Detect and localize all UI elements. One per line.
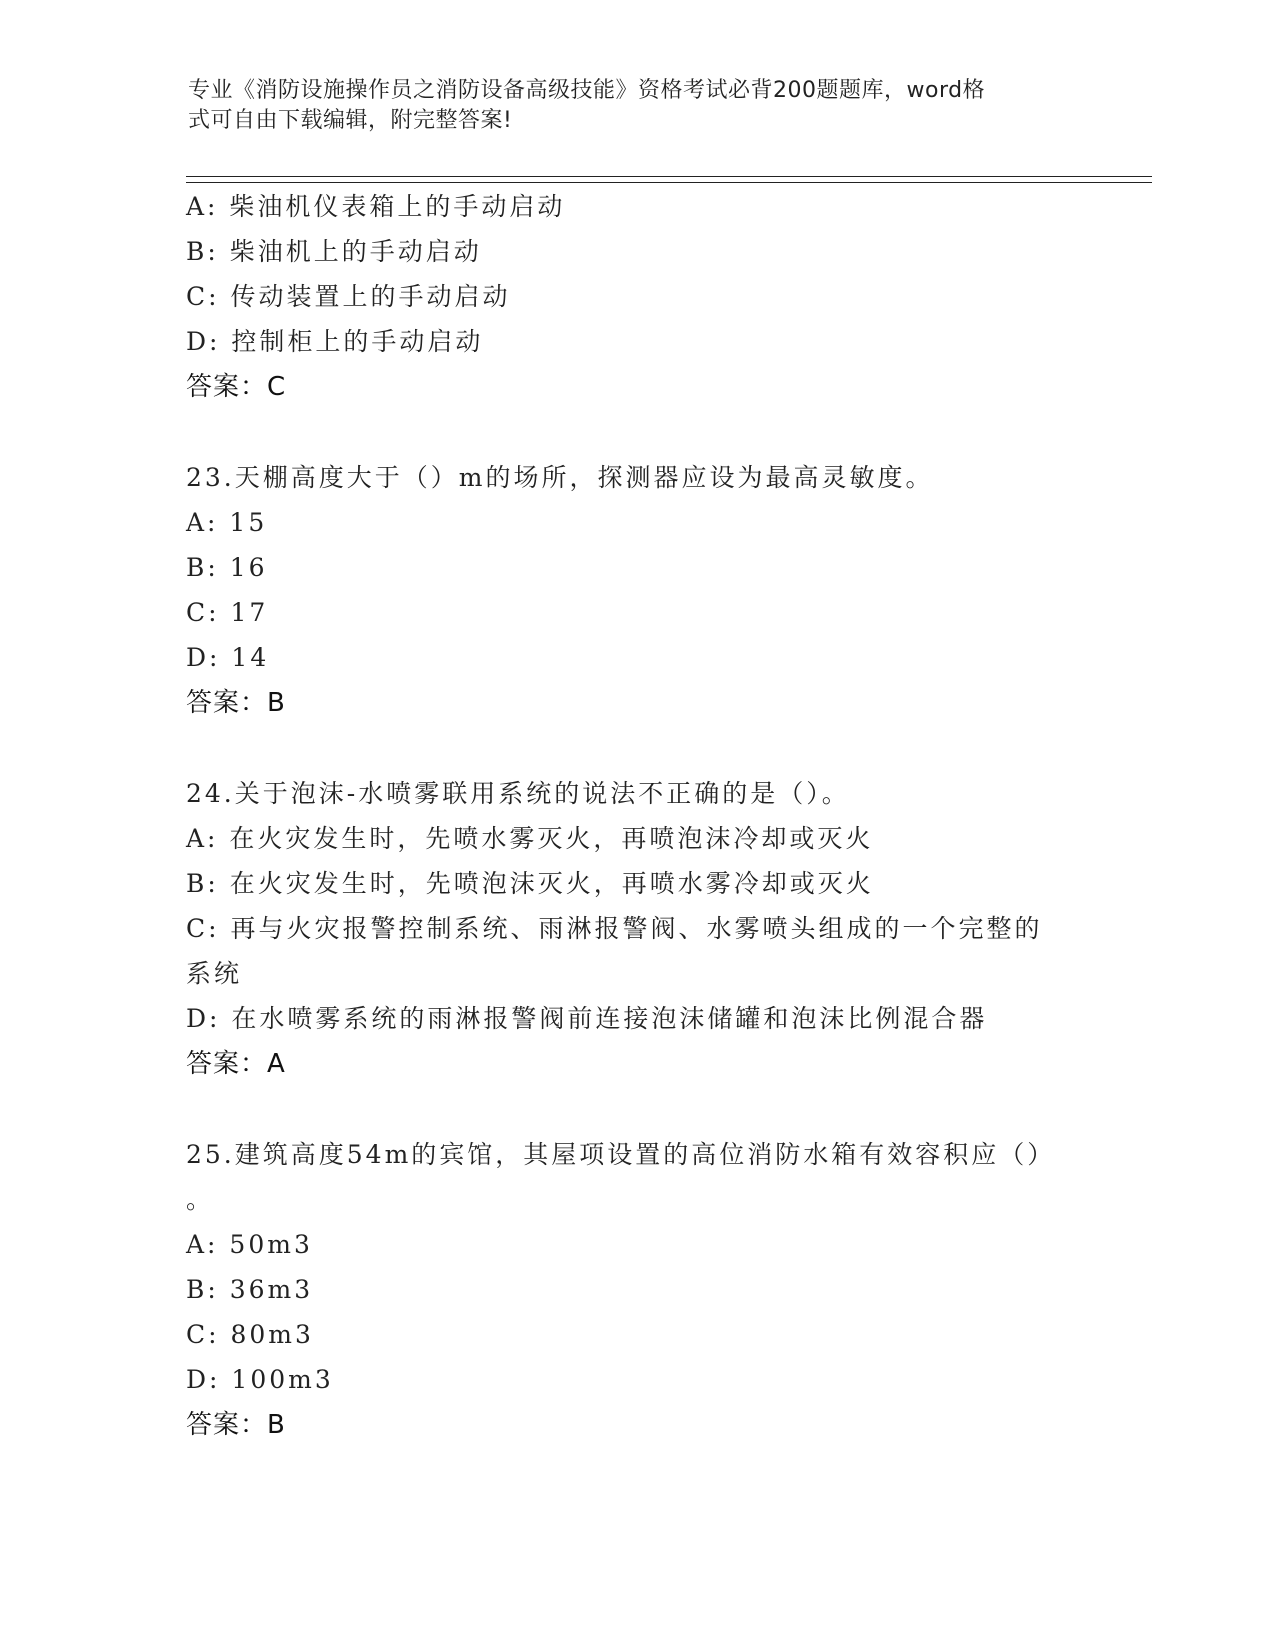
header-divider-bottom — [186, 182, 1152, 183]
q23-option-c: C: 17 — [186, 598, 269, 627]
q24-answer: 答案：A — [186, 1049, 286, 1079]
q24-option-c-line-1: C: 再与火灾报警控制系统、雨淋报警阀、水雾喷头组成的一个完整的 — [186, 914, 1043, 943]
q24-option-c-line-2: 系统 — [186, 959, 243, 988]
header-line-2: 式可自由下载编辑，附完整答案! — [188, 108, 513, 133]
q24-option-b: B: 在火灾发生时，先喷泡沫灭火，再喷水雾冷却或灭火 — [186, 869, 874, 898]
q25-answer: 答案：B — [186, 1410, 286, 1440]
q25-option-c: C: 80m3 — [186, 1320, 314, 1349]
header-divider-top — [186, 176, 1152, 177]
q22-option-d: D: 控制柜上的手动启动 — [186, 327, 484, 356]
q25-option-d: D: 100m3 — [186, 1365, 334, 1394]
header-line-1: 专业《消防设施操作员之消防设备高级技能》资格考试必背200题题库，word格 — [188, 78, 986, 103]
q23-question: 23.天棚高度大于（）m的场所，探测器应设为最高灵敏度。 — [186, 463, 934, 492]
q23-answer: 答案：B — [186, 688, 286, 718]
q24-option-d: D: 在水喷雾系统的雨淋报警阀前连接泡沫储罐和泡沫比例混合器 — [186, 1004, 988, 1033]
q22-option-c: C: 传动装置上的手动启动 — [186, 282, 511, 311]
q25-question-line-2: 。 — [186, 1185, 215, 1214]
q25-question-line-1: 25.建筑高度54m的宾馆，其屋项设置的高位消防水箱有效容积应（） — [186, 1140, 1056, 1169]
q23-option-a: A: 15 — [186, 508, 268, 537]
q24-option-a: A: 在火灾发生时，先喷水雾灭火，再喷泡沫冷却或灭火 — [186, 824, 874, 853]
q22-option-b: B: 柴油机上的手动启动 — [186, 237, 482, 266]
q22-answer: 答案：C — [186, 372, 287, 402]
q22-option-a: A: 柴油机仪表箱上的手动启动 — [186, 192, 566, 221]
q23-option-d: D: 14 — [186, 643, 270, 672]
q23-option-b: B: 16 — [186, 553, 268, 582]
q25-option-a: A: 50m3 — [186, 1230, 313, 1259]
q24-question: 24.关于泡沫-水喷雾联用系统的说法不正确的是（）。 — [186, 779, 850, 808]
document-header — [188, 76, 1068, 136]
q25-option-b: B: 36m3 — [186, 1275, 314, 1304]
